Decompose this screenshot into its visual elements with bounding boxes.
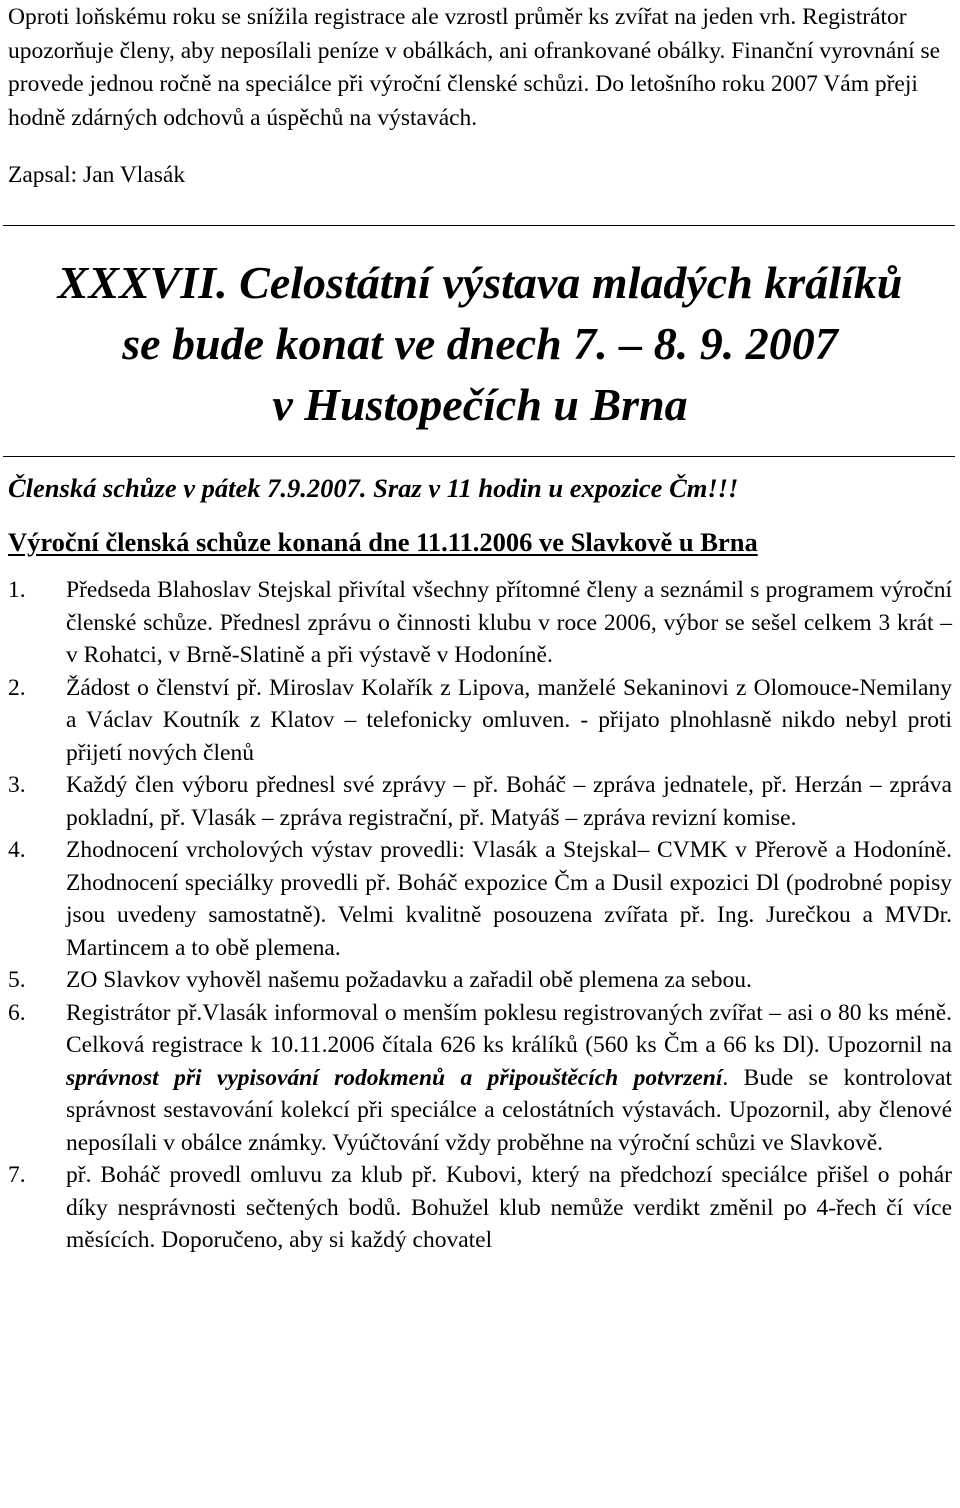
item-number: 5.	[8, 967, 26, 993]
item-number: 6.	[8, 999, 26, 1026]
minutes-list	[8, 574, 952, 1257]
item-text: př. Boháč provedl omluvu za klub př. Kubovi, který na předchozí speciálce přišel o pohár díky nesprávnosti sečtených bodů. Bohužel klub nemůže verdikt změnil po 4-řech čí více měsících. Doporučeno, aby si každý chovatel	[66, 1162, 952, 1253]
item-number: 4.	[8, 837, 26, 863]
document-page	[8, 0, 952, 1257]
item-text-part: . Bude se kontrolovat správnost sestavování kolekcí při speciálce a celostátních výstavách. Upozornil, aby členové neposílali v obálce známky. Vyúčtování vždy proběhne na výroční schůzi ve Slavkově.	[66, 1064, 952, 1156]
emphasized-text: správnost při vypisování rodokmenů a připouštěcích potvrzení	[66, 1064, 723, 1091]
headline-line-3: v Hustopečích u Brna	[272, 379, 688, 430]
signature: Zapsal: Jan Vlasák	[8, 162, 186, 188]
item-text-part: Registrátor př.Vlasák informoval o menším poklesu registrovaných zvířat – asi o 80 ks méně. Celková registrace k 10.11.2006 čítala 626 ks králíků (560 ks Čm a 66 ks Dl). Upozornil na	[66, 999, 952, 1058]
item-text: Žádost o členství př. Miroslav Kolařík z Lipova, manželé Sekaninovi z Olomouce-Nemilany a Václav Koutník z Klatov – telefonicky omluven. - přijato plnohlasně nikdo nebyl proti přijetí nových členů	[66, 674, 952, 766]
list-item	[8, 769, 952, 834]
headline-line-2: se bude konat ve dnech 7. – 8. 9. 2007	[122, 318, 838, 369]
intro-paragraph: Oproti loňskému roku se snížila registrace ale vzrostl průměr ks zvířat na jeden vrh. Registrátor upozorňuje členy, aby neposílali peníze v obálkách, ani ofrankované obálky. Finanční vyrovnání se provede jednou ročně na speciálce při výroční členské schůzi. Do letošního roku 2007 Vám přeji hodně zdárných odchovů a úspěchů na výstavách.	[8, 4, 941, 131]
section-title: Výroční členská schůze konaná dne 11.11.2006 ve Slavkově u Brna	[8, 527, 758, 557]
list-item	[8, 964, 952, 997]
list-item	[8, 1159, 952, 1257]
item-text: Každý člen výboru přednesl své zprávy – př. Boháč – zpráva jednatele, př. Herzán – zpráva pokladní, př. Vlasák – zpráva registrační, př. Matyáš – zpráva revizní komise.	[66, 772, 952, 831]
item-text: Předseda Blahoslav Stejskal přivítal všechny přítomné členy a seznámil s programem výroční členské schůze. Přednesl zprávu o činnosti klubu v roce 2006, výbor se sešel celkem 3 krát – v Rohatci, v Brně-Slatině a při výstavě v Hodoníně.	[66, 577, 952, 668]
list-item	[8, 672, 952, 770]
headline-line-1: XXXVII. Celostátní výstava mladých králíků	[57, 257, 903, 308]
item-number: 2.	[8, 674, 26, 701]
divider-bottom	[3, 456, 955, 457]
list-item	[8, 997, 952, 1160]
item-number: 1.	[8, 577, 26, 603]
list-item	[8, 834, 952, 964]
item-text: Zhodnocení vrcholových výstav provedli: Vlasák a Stejskal– CVMK v Přerově a Hodoníně. Zhodnocení speciálky provedli př. Boháč expozice Čm a Dusil expozici Dl (podrobné popisy jsou uvedeny samostatně). Velmi kvalitně posouzena zvířata př. Ing. Jurečkou a MVDr. Martincem a to obě plemena.	[66, 837, 952, 961]
item-number: 7.	[8, 1162, 26, 1188]
meeting-note: Členská schůze v pátek 7.9.2007. Sraz v 11 hodin u expozice Čm!!!	[8, 473, 739, 503]
exhibition-headline	[8, 252, 952, 435]
item-number: 3.	[8, 772, 26, 798]
list-item	[8, 574, 952, 672]
divider-top	[3, 225, 955, 226]
item-text	[66, 997, 952, 1160]
item-text: ZO Slavkov vyhověl našemu požadavku a zařadil obě plemena za sebou.	[66, 967, 752, 993]
